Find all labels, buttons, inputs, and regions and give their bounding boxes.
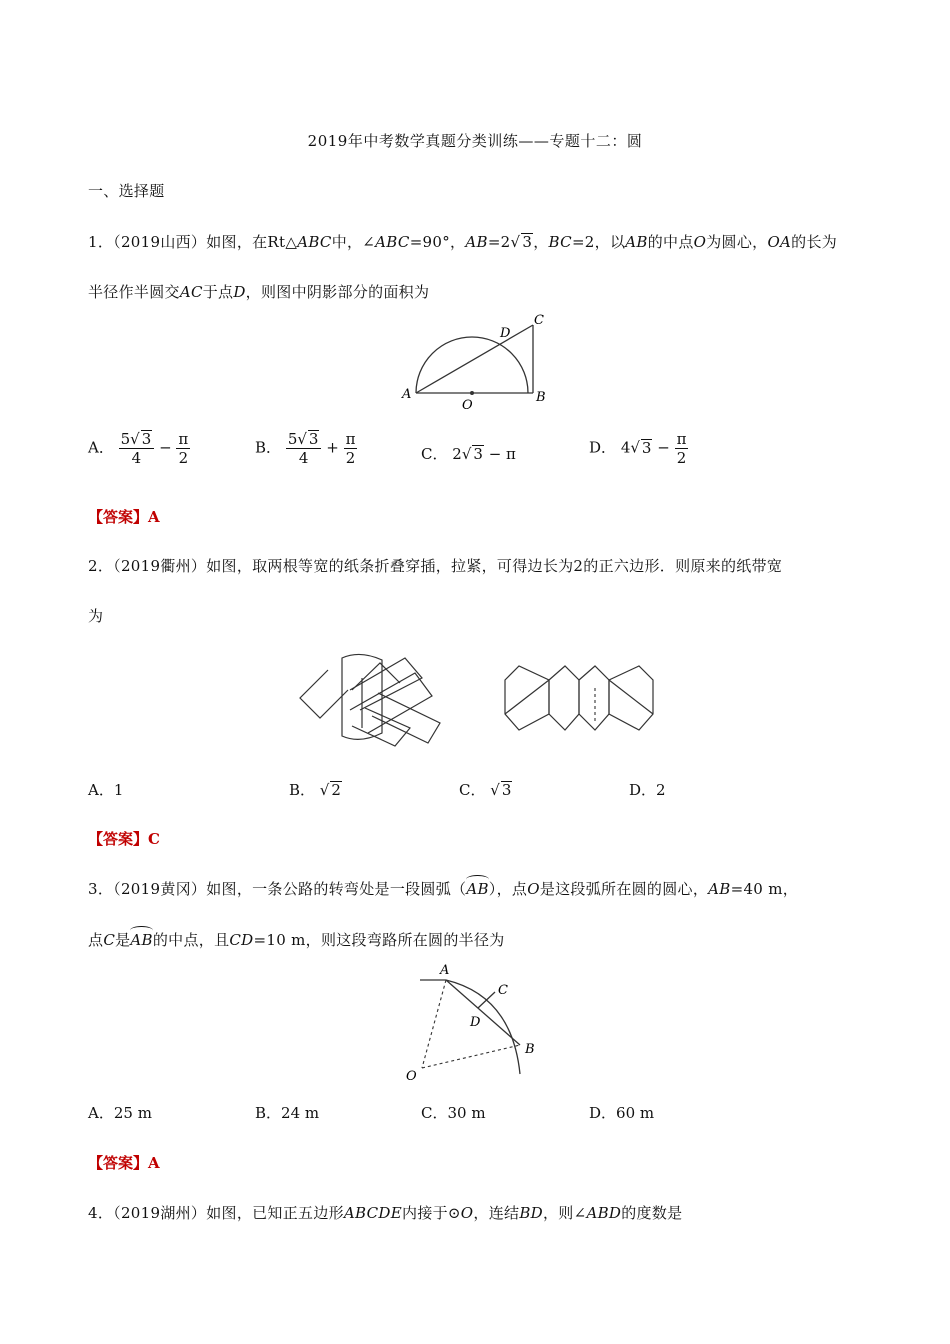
q3-label-d: D xyxy=(470,1015,481,1030)
q3-option-d: D．60 m xyxy=(589,1104,655,1122)
q2-figure-right xyxy=(497,658,662,740)
q3-line1: 3．（2019黄冈）如图，一条公路的转弯处是一段圆弧（AB），点O是这段弧所在圆的圆心，AB=40 m， xyxy=(88,880,799,898)
q1-option-c: C． 2√ 3 − π xyxy=(421,445,516,463)
q2-option-b: B． √ 2 xyxy=(289,781,341,799)
q2-answer: 【答案】C xyxy=(88,830,160,848)
q1-option-d: D． 4√ 3 − $\frac{\pi}{2}$ xyxy=(589,430,687,467)
q4-line1: 4．（2019湖州）如图，已知正五边形ABCDE内接于⊙O，连结BD，则∠ABD的度数是 xyxy=(88,1204,683,1222)
q1-label-c: C xyxy=(534,313,544,328)
q1-label-b: B xyxy=(536,390,546,405)
q3-line2: 点C是AB的中点，且CD=10 m，则这段弯路所在圆的半径为 xyxy=(88,931,505,949)
q2-line1: 2．（2019衢州）如图，取两根等宽的纸条折叠穿插，拉紧，可得边长为2的正六边形．则原来的纸带宽 xyxy=(88,557,783,575)
q3-answer: 【答案】A xyxy=(88,1154,160,1172)
q1-answer: 【答案】A xyxy=(88,508,160,526)
q1-label-d: D xyxy=(500,326,511,341)
q3-option-c: C．30 m xyxy=(421,1104,486,1122)
q1-label-o: O xyxy=(462,398,473,410)
q1-option-b: B． $\frac{5√ 3}{4}$ + $\frac{\pi}{2}$ xyxy=(255,430,356,467)
page-title: 2019年中考数学真题分类训练——专题十二：圆 xyxy=(307,132,643,150)
q3-label-a: A xyxy=(440,963,450,978)
q2-figure-left xyxy=(290,648,450,748)
q3-label-b: B xyxy=(525,1042,535,1057)
q3-figure xyxy=(400,962,550,1087)
q2-option-c: C． √ 3 xyxy=(459,781,512,799)
q2-option-a: A．1 xyxy=(88,781,124,799)
q3-label-o: O xyxy=(406,1069,417,1084)
q1-option-a: A． $\frac{5√ 3}{4}$ − $\frac{\pi}{2}$ xyxy=(88,430,189,467)
q3-option-b: B．24 m xyxy=(255,1104,320,1122)
q1-figure xyxy=(398,310,548,410)
q1-line1: 1．（2019山西）如图，在Rt△ABC中，∠ABC=90°，AB=2√ 3，BC=2，以AB的中点O为圆心，OA的长为 xyxy=(88,233,838,251)
section-heading: 一、选择题 xyxy=(88,182,165,200)
q3-option-a: A．25 m xyxy=(88,1104,152,1122)
q3-label-c: C xyxy=(498,983,508,998)
q2-line2: 为 xyxy=(88,607,104,625)
q1-label-a: A xyxy=(402,387,412,402)
q2-option-d: D．2 xyxy=(629,781,666,799)
q1-line2: 半径作半圆交AC于点D，则图中阴影部分的面积为 xyxy=(88,283,430,301)
